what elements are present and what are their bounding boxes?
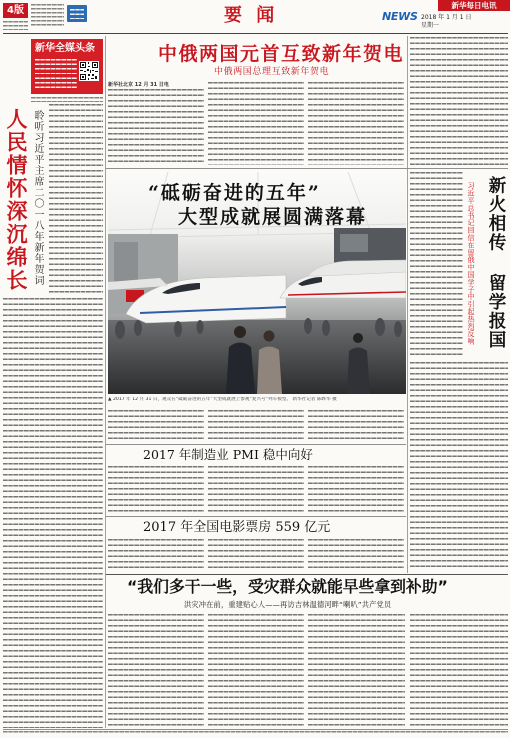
top-story-body-text xyxy=(410,37,508,165)
story-divider xyxy=(106,168,508,169)
footer-rule xyxy=(3,729,508,730)
masthead-info-text xyxy=(31,4,64,28)
promo-title: 新华全媒头条 xyxy=(35,43,95,54)
top-story-dateline: 新华社北京 12 月 31 日电 xyxy=(108,82,169,88)
photo-caption: ▲ 2017 年 12 月 31 日，观众在“砥砺奋进的五年”大型成就展上参观“复兴号”列车模型。 新华社记者 陈晔华 摄 xyxy=(108,397,337,402)
left-feature-body-text xyxy=(49,104,103,294)
top-story-body-text xyxy=(208,82,304,165)
paper-name-tab: 新华每日电讯 xyxy=(438,0,510,11)
left-feature-title: 人民情怀深沉绵长 xyxy=(4,108,28,292)
right-feature-body-text xyxy=(410,362,508,571)
top-story-body-text xyxy=(108,89,204,165)
story-divider xyxy=(106,574,508,575)
top-story-subheadline: 中俄两国总理互致新年贺电 xyxy=(214,67,330,77)
qr-code-icon xyxy=(79,61,99,81)
column-rule xyxy=(407,36,408,573)
right-feature-body-text xyxy=(410,172,463,358)
left-feature-body-text xyxy=(3,298,103,728)
top-story-body-text xyxy=(308,82,404,165)
page-number: 4版 xyxy=(3,3,28,18)
issue-date: 2018 年 1 月 1 日 xyxy=(421,14,472,21)
promo-text xyxy=(35,59,77,89)
story-divider xyxy=(106,516,406,517)
news-logo: NEWS xyxy=(382,10,418,23)
pmi-story-body-text xyxy=(208,466,304,513)
right-feature-subheadline: 习近平总书记回信在留俄中国学子中引起热烈反响 xyxy=(467,182,475,345)
masthead-rule xyxy=(3,33,508,34)
footer-imprint-text xyxy=(3,731,508,735)
left-display-panel xyxy=(114,242,138,282)
box-office-story-body-text xyxy=(308,539,404,571)
issue-weekday: 星期一 xyxy=(421,22,440,29)
bottom-story-headline: “我们多干一些，受灾群众就能早些拿到补助” xyxy=(127,577,448,596)
photo-story-headline-line1: “砥砺奋进的五年” xyxy=(148,182,321,204)
photo-story-body-text xyxy=(208,410,304,441)
editor-credit-text xyxy=(3,21,28,30)
column-rule xyxy=(105,36,106,728)
promo-box xyxy=(31,39,103,94)
box-office-story-headline: 2017 年全国电影票房 559 亿元 xyxy=(143,520,331,535)
xinhua-logo-icon xyxy=(67,5,87,22)
pmi-story-body-text xyxy=(108,466,204,513)
photo-story-headline-line2: 大型成就展圆满落幕 xyxy=(178,206,368,228)
story-divider xyxy=(106,444,406,445)
pmi-story-body-text xyxy=(308,466,404,513)
promo-byline-text xyxy=(31,97,103,102)
right-feature-headline: 新火相传 留学报国 xyxy=(486,176,506,350)
top-story-headline: 中俄两国元首互致新年贺电 xyxy=(158,43,405,65)
right-display-screen xyxy=(340,234,368,252)
bottom-story-subheadline: 洪灾冲在前，重建贴心人——再访吉林温德河畔“喇叭”共产党员 xyxy=(184,600,392,609)
box-office-story-body-text xyxy=(108,539,204,571)
pmi-story-headline: 2017 年制造业 PMI 稳中向好 xyxy=(143,447,313,462)
section-title: 要 闻 xyxy=(224,5,279,26)
box-office-story-body-text xyxy=(208,539,304,571)
logo-mark xyxy=(70,9,84,19)
left-feature-subtitle: 聆听习近平主席二〇一八年新年贺词 xyxy=(32,110,43,286)
bottom-story-body-text xyxy=(308,614,405,728)
photo-story-body-text xyxy=(108,410,204,441)
photo-story-body-text xyxy=(308,410,404,441)
bottom-story-body-text xyxy=(108,614,204,728)
bottom-story-body-text xyxy=(208,614,304,728)
bottom-story-body-text xyxy=(410,614,508,728)
